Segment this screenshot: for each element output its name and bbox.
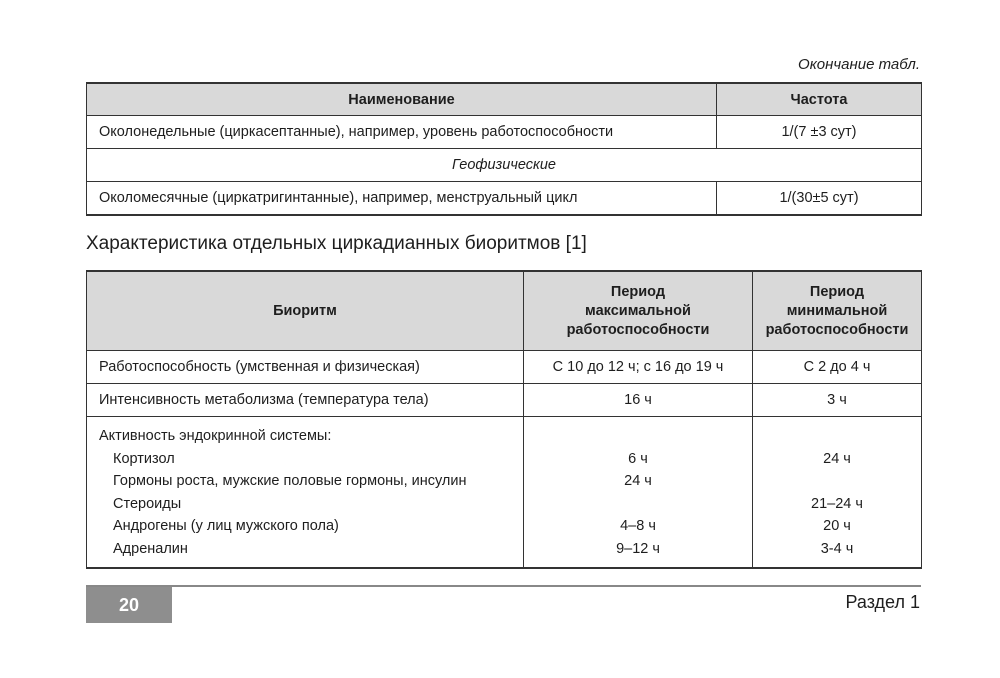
header-line: работоспособности <box>566 321 710 338</box>
endocrine-max-value: 24 ч <box>624 473 652 489</box>
row-min: 3 ч <box>753 384 922 417</box>
table-row-endocrine <box>87 417 922 569</box>
endocrine-item: Андрогены (у лиц мужского пола) <box>113 518 339 534</box>
endocrine-min-value: 24 ч <box>823 450 851 467</box>
endocrine-names <box>87 417 524 569</box>
endocrine-min-value: 20 ч <box>823 518 851 534</box>
row-name: Околомесячные (циркатригинтанные), например, менструальный цикл <box>87 182 717 216</box>
endocrine-min-value <box>765 470 909 493</box>
endocrine-item: Кортизол <box>113 450 175 467</box>
row-name: Интенсивность метаболизма (температура тела) <box>87 384 524 417</box>
column-header-frequency: Частота <box>717 83 922 116</box>
table-row <box>87 384 922 417</box>
endocrine-max <box>524 417 753 569</box>
column-header-min-period <box>753 271 922 351</box>
table-header-row <box>87 271 922 351</box>
row-max: С 10 до 12 ч; с 16 до 19 ч <box>524 351 753 384</box>
biorhythm-table <box>86 270 922 569</box>
header-line: Период <box>809 283 865 300</box>
page-number: 20 <box>86 587 172 623</box>
endocrine-max-value <box>536 493 740 516</box>
group-label: Геофизические <box>87 149 922 182</box>
table-row <box>87 116 922 149</box>
table-row <box>87 182 922 216</box>
header-line: Период <box>610 283 666 300</box>
header-line: работоспособности <box>765 321 909 338</box>
row-frequency: 1/(30±5 сут) <box>717 182 922 216</box>
endocrine-min-value: 3-4 ч <box>820 540 854 557</box>
row-name: Околонедельные (циркасептанные), например, уровень работоспособности <box>87 116 717 149</box>
continuation-note: Окончание табл. <box>798 56 920 73</box>
endocrine-item: Адреналин <box>113 540 188 557</box>
section-label: Раздел 1 <box>845 592 920 612</box>
endocrine-max-value: 4–8 ч <box>620 518 656 534</box>
header-line: максимальной <box>585 302 691 319</box>
endocrine-min <box>753 417 922 569</box>
column-header-max-period <box>524 271 753 351</box>
column-header-name: Наименование <box>87 83 717 116</box>
row-min: С 2 до 4 ч <box>753 351 922 384</box>
row-name: Работоспособность (умственная и физическая) <box>87 351 524 384</box>
column-header-biorhythm: Биоритм <box>87 271 524 351</box>
endocrine-min-value: 21–24 ч <box>811 495 863 512</box>
table-header-row <box>87 83 922 116</box>
row-max: 16 ч <box>524 384 753 417</box>
endocrine-max-value: 9–12 ч <box>616 540 660 557</box>
endocrine-title: Активность эндокринной системы: <box>99 428 332 444</box>
header-line: минимальной <box>786 302 888 319</box>
table-group-row <box>87 149 922 182</box>
footer-divider <box>86 585 921 587</box>
endocrine-max-value: 6 ч <box>628 450 648 467</box>
table-row <box>87 351 922 384</box>
endocrine-item: Гормоны роста, мужские половые гормоны, инсулин <box>113 473 467 489</box>
frequency-table <box>86 82 922 216</box>
row-frequency: 1/(7 ±3 сут) <box>717 116 922 149</box>
endocrine-item: Стероиды <box>113 495 182 512</box>
section-title: Характеристика отдельных циркадианных биоритмов [1] <box>86 233 587 254</box>
